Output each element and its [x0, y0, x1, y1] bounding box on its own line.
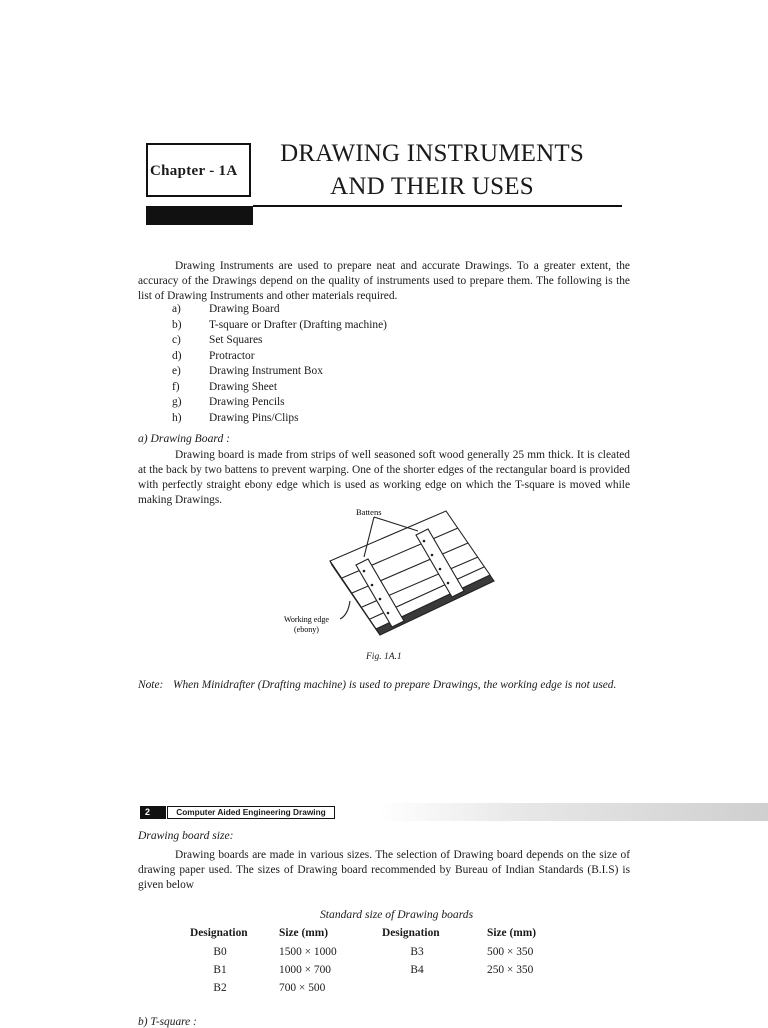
table-cell: 1000 × 700 [279, 964, 331, 976]
list-item [172, 381, 472, 397]
figure-caption: Fig. 1A.1 [366, 652, 402, 662]
table-cell: B4 [410, 964, 424, 976]
footer-gradient-band [380, 803, 768, 821]
list-marker: d) [172, 349, 182, 362]
table-header: Designation [190, 927, 248, 939]
list-item [172, 350, 472, 366]
table-cell: 250 × 350 [487, 964, 534, 976]
table-cell: B0 [213, 946, 227, 958]
page-number: 2 [140, 806, 166, 819]
label-ebony: (ebony) [294, 625, 319, 634]
book-title: Computer Aided Engineering Drawing [167, 806, 335, 819]
list-item [172, 319, 472, 335]
list-marker: a) [172, 303, 181, 315]
label-working-edge: Working edge [284, 615, 329, 624]
list-text: Drawing Pins/Clips [209, 411, 299, 424]
table-cell: 700 × 500 [279, 982, 326, 994]
list-text: Protractor [209, 349, 255, 362]
drawing-board-paragraph: Drawing board is made from strips of well seasoned soft wood generally 25 mm thick. It is cleated at the back by two battens to prevent warping. One of the shorter edges of the rectangular board is provided with perfectly straight ebony edge which is used as working edge on which the T-square is moved while making Drawings. [138, 449, 630, 506]
list-text: Drawing Instrument Box [209, 365, 323, 377]
label-battens: Battens [356, 507, 382, 517]
list-text: Drawing Board [209, 303, 280, 315]
table-header: Designation [382, 927, 440, 939]
table-cell: B1 [213, 964, 227, 976]
list-item [172, 396, 472, 412]
intro-paragraph: Drawing Instruments are used to prepare neat and accurate Drawings. To a greater extent, the accuracy of the Drawings depend on the quality of instruments used to prepare them. The following is the list of Drawing Instruments and other materials required. [138, 260, 630, 302]
list-marker: e) [172, 365, 181, 377]
table-header: Size (mm) [279, 927, 329, 939]
section-heading-drawing-board: a) Drawing Board : [138, 432, 230, 445]
table-cell: B2 [213, 982, 227, 994]
list-item [172, 303, 472, 319]
list-marker: c) [172, 334, 181, 346]
list-text: Set Squares [209, 334, 263, 346]
chapter-title-line1: DRAWING INSTRUMENTS [280, 140, 584, 167]
table-cell: 500 × 350 [487, 946, 534, 958]
list-item [172, 334, 472, 350]
list-text: T-square or Drafter (Drafting machine) [209, 318, 387, 331]
list-marker: g) [172, 396, 182, 408]
list-text: Drawing Sheet [209, 380, 278, 393]
list-marker: h) [172, 411, 182, 424]
list-text: Drawing Pencils [209, 396, 285, 408]
list-item [172, 365, 472, 381]
next-section-heading: b) T-square : [138, 1016, 197, 1028]
table-cell: 1500 × 1000 [279, 946, 337, 958]
instrument-list [172, 303, 472, 427]
list-item [172, 412, 472, 428]
chapter-title-line2: AND THEIR USES [330, 173, 534, 200]
drawing-board-figure [280, 505, 500, 655]
list-marker: f) [172, 380, 180, 393]
list-marker: b) [172, 318, 182, 331]
table-header: Size (mm) [487, 927, 537, 939]
title-rule [253, 205, 622, 207]
chapter-label: Chapter - 1A [150, 163, 238, 179]
table-caption: Standard size of Drawing boards [320, 908, 474, 921]
note-text: When Minidrafter (Drafting machine) is used to prepare Drawings, the working edge is not used. [173, 679, 617, 691]
note-label: Note: [138, 679, 164, 691]
board-size-paragraph: Drawing boards are made in various sizes. The selection of Drawing board depends on the size of drawing paper used. The sizes of Drawing board recommended by Bureau of Indian Standards (B.I.S) is given below [138, 849, 630, 891]
table-cell: B3 [410, 946, 424, 958]
chapter-bar [146, 206, 253, 225]
section-heading-board-size: Drawing board size: [138, 829, 234, 842]
